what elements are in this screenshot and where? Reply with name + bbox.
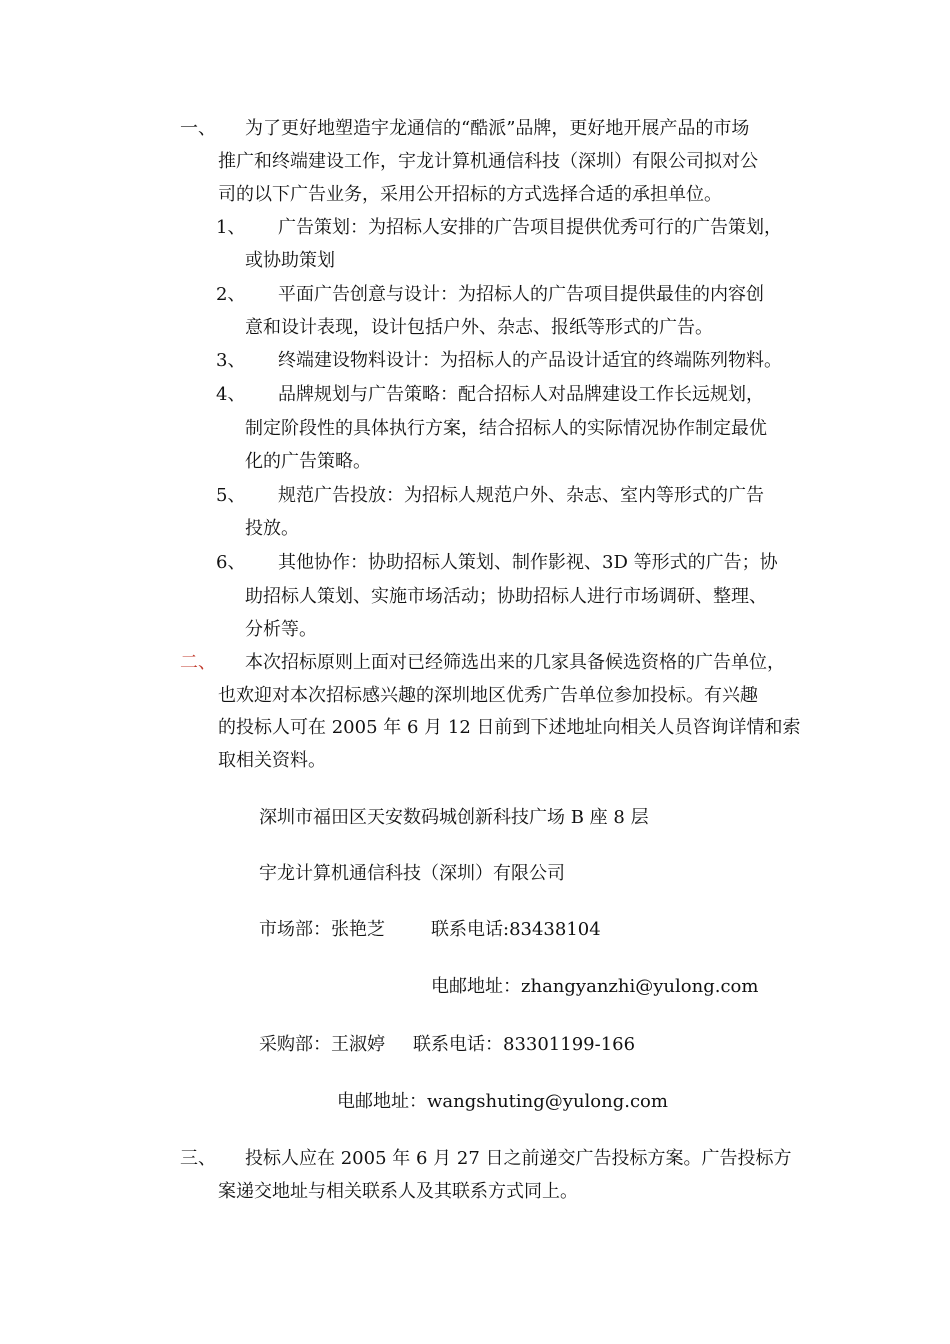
marketing-email: 电邮地址：zhangyanzhi@yulong.com	[431, 976, 759, 997]
item-5-line-1: 规范广告投放：为招标人规范户外、杂志、室内等形式的广告	[278, 485, 764, 506]
item-1-number: 1、	[216, 217, 246, 238]
marketing-phone: 联系电话:83438104	[431, 919, 601, 940]
section-2-line-4: 取相关资料。	[218, 750, 326, 771]
section-2-line-3: 的投标人可在 2005 年 6 月 12 日前到下述地址向相关人员咨询详情和索	[218, 717, 801, 738]
section-1-line-3: 司的以下广告业务，采用公开招标的方式选择合适的承担单位。	[218, 184, 722, 205]
item-6-line-1: 其他协作：协助招标人策划、制作影视、3D 等形式的广告；协	[278, 552, 778, 573]
item-1-line-1: 广告策划：为招标人安排的广告项目提供优秀可行的广告策划，	[278, 217, 782, 238]
item-4-line-1: 品牌规划与广告策略：配合招标人对品牌建设工作长远规划，	[278, 384, 764, 405]
item-3-number: 3、	[216, 350, 246, 371]
purchasing-email: 电邮地址：wangshuting@yulong.com	[337, 1091, 668, 1112]
item-4-number: 4、	[216, 384, 246, 405]
section-1-line-1: 为了更好地塑造宇龙通信的“酷派”品牌，更好地开展产品的市场	[245, 118, 750, 139]
item-2-line-1: 平面广告创意与设计：为招标人的广告项目提供最佳的内容创	[278, 284, 764, 305]
section-1-marker: 一、	[180, 118, 216, 139]
item-5-line-2: 投放。	[245, 518, 299, 539]
item-4-line-3: 化的广告策略。	[245, 451, 371, 472]
contact-company: 宇龙计算机通信科技（深圳）有限公司	[259, 863, 565, 884]
section-2-line-2: 也欢迎对本次招标感兴趣的深圳地区优秀广告单位参加投标。有兴趣	[218, 685, 758, 706]
marketing-dept: 市场部：张艳芝	[259, 919, 385, 940]
item-2-line-2: 意和设计表现，设计包括户外、杂志、报纸等形式的广告。	[245, 317, 713, 338]
section-3-marker: 三、	[180, 1148, 216, 1169]
item-2-number: 2、	[216, 284, 246, 305]
item-6-line-2: 助招标人策划、实施市场活动；协助招标人进行市场调研、整理、	[245, 586, 767, 607]
item-3-line-1: 终端建设物料设计：为招标人的产品设计适宜的终端陈列物料。	[278, 350, 782, 371]
item-1-line-2: 或协助策划	[245, 250, 335, 271]
item-6-line-3: 分析等。	[245, 619, 317, 640]
section-3-line-2: 案递交地址与相关联系人及其联系方式同上。	[218, 1181, 578, 1202]
section-3-line-1: 投标人应在 2005 年 6 月 27 日之前递交广告投标方案。广告投标方	[245, 1148, 792, 1169]
purchasing-phone: 联系电话：83301199-166	[413, 1034, 636, 1055]
section-1-line-2: 推广和终端建设工作，宇龙计算机通信科技（深圳）有限公司拟对公	[218, 151, 758, 172]
section-2-line-1: 本次招标原则上面对已经筛选出来的几家具备候选资格的广告单位，	[245, 652, 785, 673]
item-6-number: 6、	[216, 552, 246, 573]
item-4-line-2: 制定阶段性的具体执行方案，结合招标人的实际情况协作制定最优	[245, 418, 767, 439]
item-5-number: 5、	[216, 485, 246, 506]
contact-address: 深圳市福田区天安数码城创新科技广场 B 座 8 层	[259, 807, 649, 828]
section-2-marker: 二、	[180, 652, 216, 673]
purchasing-dept: 采购部：王淑婷	[259, 1034, 385, 1055]
